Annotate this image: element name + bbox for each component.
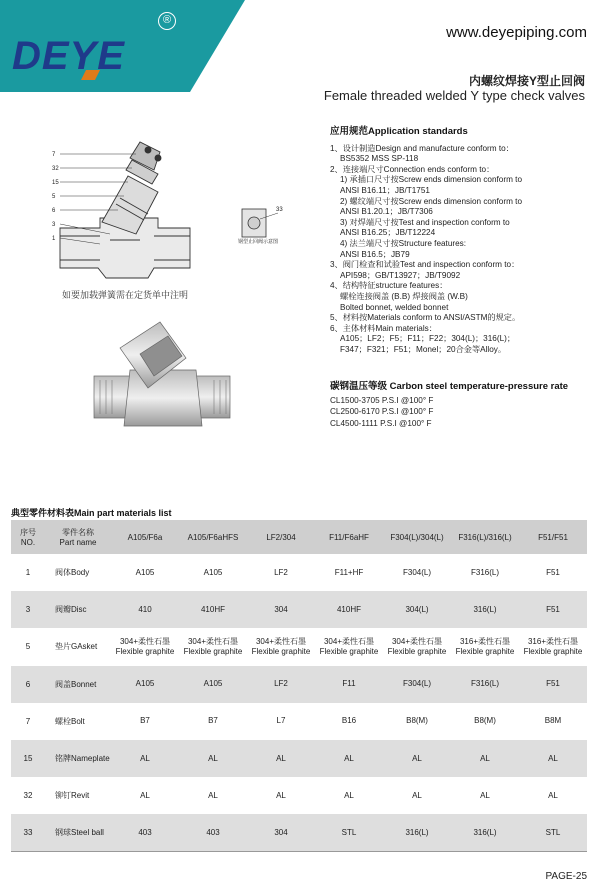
- material-cell: AL: [548, 790, 558, 800]
- table-row: [11, 591, 587, 628]
- part-name: 阀盖Bonnet: [45, 666, 111, 703]
- standard-line: F347；F321；F51；Monel；20合金等Alloy。: [340, 344, 507, 354]
- column-header: A105/F6a: [111, 520, 179, 554]
- spring-note: 如要加载弹簧需在定货单中注明: [62, 290, 189, 300]
- column-header: A105/F6aHFS: [179, 520, 247, 554]
- callout-label: 3: [52, 222, 56, 228]
- material-cell: B16: [341, 716, 357, 726]
- material-cell: F51: [519, 666, 587, 703]
- material-cell: STL: [519, 814, 587, 851]
- material-cell: AL: [111, 740, 179, 777]
- registered-mark: ®: [158, 12, 176, 30]
- page-number: PAGE-25: [545, 871, 587, 882]
- row-number: 15: [11, 740, 45, 777]
- material-cell: B8M: [544, 716, 562, 726]
- standard-line: 2、连接端尺寸Connection ends conform to：: [330, 164, 495, 174]
- material-cell: B8(M): [406, 716, 428, 726]
- ball-note: 钢型止回阀示意图: [238, 239, 279, 245]
- materials-table-title: 典型零件材料表Main part materials list: [11, 508, 172, 518]
- material-cell: LF2: [274, 567, 288, 577]
- material-cell: 410HF: [315, 591, 383, 628]
- standard-line: ANSI B16.11；JB/T1751: [340, 185, 430, 195]
- callout-label: 7: [52, 152, 56, 158]
- material-cell: 410: [111, 591, 179, 628]
- column-header: F11/F6aHF: [315, 520, 383, 554]
- material-cell: AL: [276, 790, 286, 800]
- material-cell: F11: [315, 666, 383, 703]
- rating-line: CL2500-6170 P.S.I @100° F: [330, 407, 434, 416]
- application-standards: [330, 127, 590, 355]
- material-cell: A105: [203, 567, 223, 577]
- material-cell: B8(M): [474, 716, 496, 726]
- website-url[interactable]: www.deyepiping.com: [446, 24, 587, 41]
- standard-line: API598；GB/T13927；JB/T9092: [340, 270, 461, 280]
- material-cell: AL: [247, 740, 315, 777]
- material-cell: 304+柔性石墨 Flexible graphite: [251, 636, 311, 656]
- row-number: 7: [25, 716, 31, 726]
- material-cell: AL: [179, 740, 247, 777]
- table-row: [11, 554, 587, 591]
- material-cell: 403: [179, 814, 247, 851]
- callout-label: 32: [52, 166, 59, 172]
- standard-line: 螺栓连接阀盖 (B.B) 焊接阀盖 (W.B): [340, 291, 468, 301]
- table-row: [11, 703, 587, 740]
- material-cell: 410HF: [179, 591, 247, 628]
- product-title-en: Female threaded welded Y type check valves: [323, 88, 585, 103]
- standard-line: 4、结构特征structure features：: [330, 281, 448, 291]
- row-number: 33: [11, 814, 45, 851]
- materials-table: [11, 520, 587, 852]
- part-name: 铭牌Nameplate: [45, 740, 111, 777]
- ball-callout-label: 33: [276, 207, 283, 213]
- material-cell: AL: [383, 740, 451, 777]
- material-cell: B7: [140, 716, 150, 726]
- standard-line: BS5352 MSS SP-118: [340, 154, 419, 164]
- row-number: 3: [11, 591, 45, 628]
- table-row: [11, 628, 587, 665]
- material-cell: F11+HF: [334, 567, 364, 577]
- material-cell: 304: [247, 814, 315, 851]
- material-cell: F304(L): [402, 567, 431, 577]
- column-header: F304(L)/304(L): [383, 520, 451, 554]
- material-cell: AL: [451, 740, 519, 777]
- header-part-name: [45, 520, 111, 554]
- standard-line: ANSI B1.20.1；JB/T7306: [340, 207, 433, 217]
- table-row: [11, 777, 587, 814]
- valve-3d-render: [90, 318, 235, 433]
- row-number: 5: [25, 642, 31, 652]
- callout-label: 6: [52, 208, 56, 214]
- material-cell: 316+柔性石墨 Flexible graphite: [455, 636, 515, 656]
- standard-line: 2) 螺纹端尺寸按Screw ends dimension conform to: [340, 196, 523, 206]
- standard-line: A105；LF2；F5；F11；F22；304(L)；316(L)；: [340, 334, 516, 344]
- standard-line: 1) 承插口尺寸按Screw ends dimension conform to: [340, 175, 523, 185]
- standards-heading: 应用规范Application standards: [330, 126, 468, 137]
- material-cell: 316+柔性石墨 Flexible graphite: [523, 636, 583, 656]
- material-cell: AL: [344, 790, 354, 800]
- standard-line: Bolted bonnet, welded bonnet: [340, 302, 449, 312]
- logo-band: [0, 0, 245, 92]
- part-name: 螺栓Bolt: [55, 716, 85, 726]
- standard-line: 6、主体材料Main materials：: [330, 323, 437, 333]
- part-name: 阀体Body: [55, 568, 90, 578]
- material-cell: AL: [315, 740, 383, 777]
- material-cell: AL: [208, 790, 218, 800]
- table-header-row: [11, 520, 587, 554]
- column-header: LF2/304: [247, 520, 315, 554]
- header-no-cn: 序号: [20, 528, 36, 537]
- part-name: 阀瓣Disc: [45, 591, 111, 628]
- material-cell: 316(L): [383, 814, 451, 851]
- callout-label: 15: [52, 180, 59, 186]
- callout-label: 1: [52, 236, 56, 242]
- table-row: [11, 814, 587, 851]
- standards-list: [330, 144, 590, 356]
- material-cell: 304+柔性石墨 Flexible graphite: [115, 636, 175, 656]
- standard-line: ANSI B16.5；JB79: [340, 249, 410, 259]
- valve-3d-svg: [90, 318, 235, 428]
- material-cell: 304: [247, 591, 315, 628]
- material-cell: F51: [546, 567, 560, 577]
- rating-line: CL4500-1111 P.S.I @100° F: [330, 418, 432, 428]
- material-cell: A105: [179, 666, 247, 703]
- callout-label: 5: [52, 194, 56, 200]
- material-cell: STL: [315, 814, 383, 851]
- standard-line: 4) 法兰端尺寸按Structure features:: [340, 238, 467, 248]
- carbon-steel-rating: [330, 381, 568, 429]
- material-cell: 304+柔性石墨 Flexible graphite: [387, 636, 447, 656]
- material-cell: 304+柔性石墨 Flexible graphite: [183, 636, 243, 656]
- header-name-cn: 零件名称: [62, 528, 94, 537]
- part-name: 钢球Steel ball: [45, 814, 111, 851]
- materials-table-body: [11, 554, 587, 852]
- material-cell: F51: [519, 591, 587, 628]
- valve-section-svg: [40, 140, 210, 285]
- material-cell: F304(L): [383, 666, 451, 703]
- standard-line: ANSI B16.25；JB/T12224: [340, 228, 436, 238]
- standard-line: 3) 对焊端尺寸按Test and inspection conform to: [340, 217, 510, 227]
- material-cell: 403: [111, 814, 179, 851]
- material-cell: 316(L): [451, 814, 519, 851]
- header-no-en: NO.: [20, 538, 36, 547]
- material-cell: 304+柔性石墨 Flexible graphite: [319, 636, 379, 656]
- material-cell: B7: [208, 716, 218, 726]
- header-name-en: Part name: [59, 538, 97, 547]
- ball-detail-drawing: [238, 205, 298, 250]
- row-number: 1: [25, 568, 31, 578]
- material-cell: LF2: [247, 666, 315, 703]
- callout-labels: [52, 148, 59, 246]
- material-cell: AL: [480, 790, 490, 800]
- material-cell: AL: [519, 740, 587, 777]
- brand-logo: DEYE: [12, 34, 125, 78]
- valve-section-drawing: [40, 140, 210, 290]
- part-name: 铆钉Revit: [55, 791, 90, 801]
- column-header: F316(L)/316(L): [451, 520, 519, 554]
- material-cell: F316(L): [470, 567, 499, 577]
- material-cell: F316(L): [451, 666, 519, 703]
- table-row: [11, 740, 587, 777]
- product-title-cn: 内螺纹焊接Y型止回阀: [468, 74, 585, 88]
- standard-line: 5、材料按Materials conform to ANSI/ASTM的规定。: [330, 313, 521, 323]
- material-cell: A105: [111, 666, 179, 703]
- row-number: 6: [11, 666, 45, 703]
- standard-line: 3、阀门检查和试验Test and inspection conform to：: [330, 260, 520, 270]
- rating-line: CL1500-3705 P.S.I @100° F: [330, 395, 434, 405]
- part-name: 垫片GAsket: [55, 642, 98, 652]
- material-cell: AL: [412, 790, 422, 800]
- standard-line: 1、设计制造Design and manufacture conform to：: [330, 143, 514, 153]
- material-cell: 316(L): [451, 591, 519, 628]
- material-cell: 304(L): [383, 591, 451, 628]
- row-number: 32: [23, 791, 33, 801]
- header-no: [11, 520, 45, 554]
- material-cell: A105: [135, 567, 155, 577]
- table-row: [11, 666, 587, 703]
- material-cell: AL: [140, 790, 150, 800]
- carbon-steel-heading: 碳钢温压等级 Carbon steel temperature-pressure rate: [330, 381, 569, 392]
- material-cell: L7: [276, 716, 286, 726]
- column-header: F51/F51: [519, 520, 587, 554]
